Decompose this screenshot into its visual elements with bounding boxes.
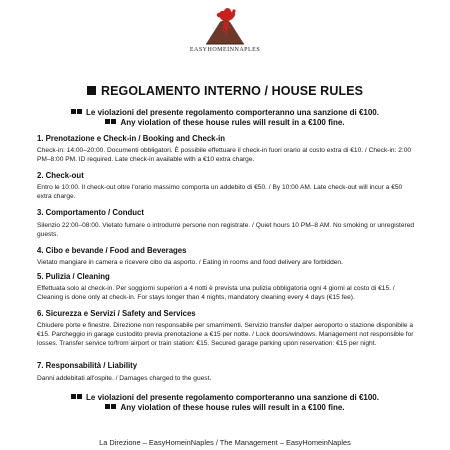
- section-title: 7. Responsabilità / Liability: [37, 361, 138, 370]
- warning-line-it: Le violazioni del presente regolamento comporteranno una sanzione di €100.: [0, 108, 450, 118]
- warning-line-en: Any violation of these house rules will result in a €100 fine.: [0, 118, 450, 128]
- section-title: 5. Pulizia / Cleaning: [37, 272, 110, 281]
- section-text: Chiudere porte e finestre. Direzione non responsabile per smarrimenti. Servizio transfer da/per aeroporto o stazione disponibile a €15. Parcheggio in garage custodito previa prenotazione a €15 per notte. / Lock doors/windows. Management not responsible for losses. Transfer service to/from airport or train station: €15. Secured garage parking upon reservation: €15 per night.: [37, 322, 414, 347]
- section-title: 3. Comportamento / Conduct: [37, 208, 144, 217]
- logo: [0, 6, 450, 62]
- black-square-icon: [71, 109, 76, 114]
- black-square-icon: [111, 404, 116, 409]
- section-text: Silenzio 22:00–08:00. Vietato fumare o introdurre persone non registrate. / Quiet hours 10 PM–8 AM. No smoking or unregistered guests.: [37, 222, 415, 238]
- section-text: Effettuata solo al check-in. Per soggiorni superiori a 4 notti è prevista una pulizia obbligatoria ogni 4 giorni al costo di €15. / Cleaning is done only at check-in. For stays longer than 4 nights, mandatory cleaning every 4 days (€15 fee).: [37, 285, 395, 301]
- warning-line-en: Any violation of these house rules will result in a €100 fine.: [0, 403, 450, 413]
- section-title: 1. Prenotazione e Check-in / Booking and Check-in: [37, 134, 226, 143]
- black-square-icon: [105, 119, 110, 124]
- page-title: REGOLAMENTO INTERNO / HOUSE RULES: [0, 84, 450, 98]
- section-text: Check-in: 14:00–20:00. Documenti obbligatori. È possibile effettuare il check-in fuori orario al costo extra di €10. / Check-in: 2:00 PM–8:00 PM. ID required. Late check-in available with a €10 extra charge.: [37, 147, 412, 163]
- warning-top: [0, 108, 450, 128]
- black-square-icon: [105, 404, 110, 409]
- black-square-icon: [77, 394, 82, 399]
- warning-line-it: Le violazioni del presente regolamento comporteranno una sanzione di €100.: [0, 393, 450, 403]
- section-text: Vietato mangiare in camera e ricevere cibo da asporto. / Eating in rooms and food delivery are forbidden.: [37, 259, 343, 266]
- section-title: 6. Sicurezza e Servizi / Safety and Services: [37, 309, 196, 318]
- section-title: 4. Cibo e bevande / Food and Beverages: [37, 246, 187, 255]
- logo-text: EASYHOMEINNAPLES: [189, 47, 261, 53]
- section-text: Danni addebitati all'ospite. / Damages charged to the guest.: [37, 375, 212, 382]
- black-square-icon: [87, 86, 96, 95]
- black-square-icon: [111, 119, 116, 124]
- warning-bottom: [0, 393, 450, 413]
- section-title: 2. Check-out: [37, 171, 84, 180]
- black-square-icon: [71, 394, 76, 399]
- section-text: Entro le 10:00. Il check-out oltre l'orario massimo comporta un addebito di €50. / By 10:00 AM. Late check-out will incur a €50 extra charge.: [37, 184, 403, 200]
- black-square-icon: [77, 109, 82, 114]
- vesuvius-volcano-icon: [203, 6, 247, 46]
- footer-signature: La Direzione – EasyHomeinNaples / The Management – EasyHomeinNaples: [99, 438, 351, 447]
